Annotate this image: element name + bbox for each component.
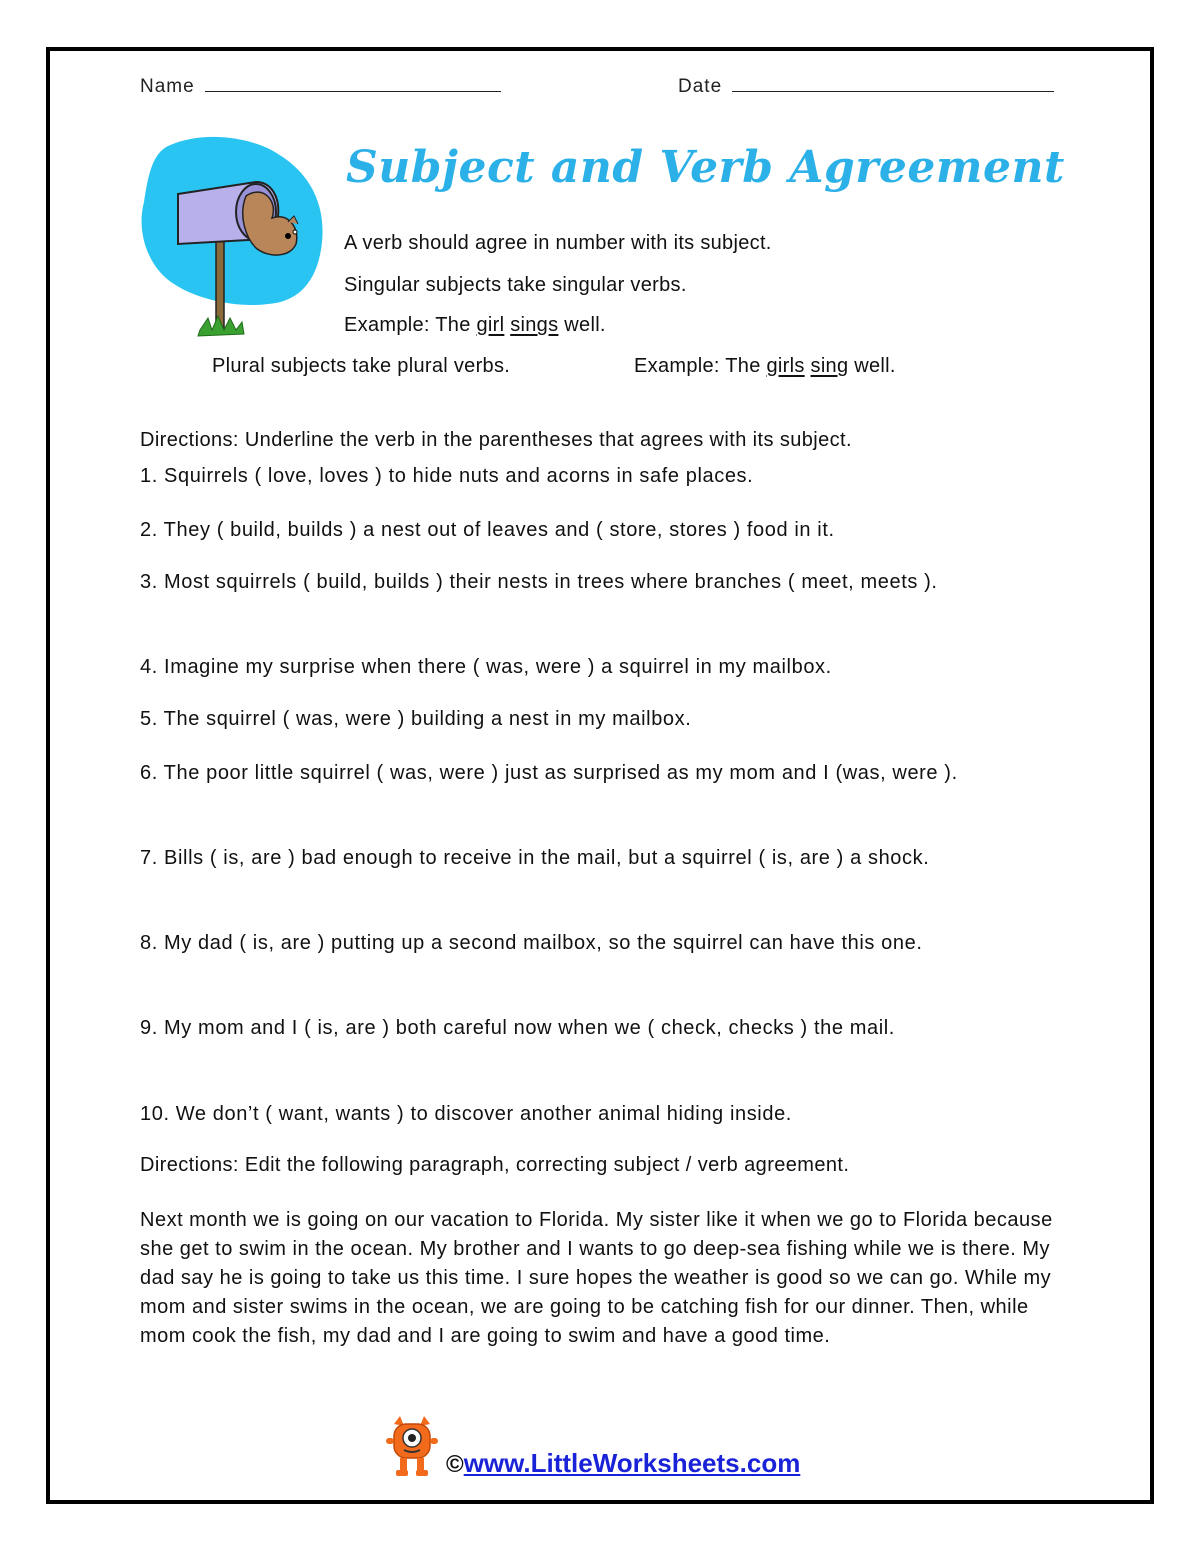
example-suffix: well.: [558, 314, 606, 336]
question-item: 1. Squirrels ( love, loves ) to hide nuts and acorns in safe places.: [140, 465, 754, 487]
website-link[interactable]: www.LittleWorksheets.com: [463, 1448, 801, 1478]
example-suffix: well.: [848, 355, 896, 377]
question-item: 7. Bills ( is, are ) bad enough to receive in the mail, but a squirrel ( is, are ) a shock.: [140, 847, 930, 869]
question-item: 2. They ( build, builds ) a nest out of leaves and ( store, stores ) food in it.: [140, 519, 835, 541]
footer-credit: [446, 1448, 800, 1479]
name-label: Name: [140, 76, 195, 97]
question-item: 8. My dad ( is, are ) putting up a second mailbox, so the squirrel can have this one.: [140, 932, 923, 954]
monster-mascot-icon: [384, 1414, 440, 1478]
rule-singular: Singular subjects take singular verbs.: [344, 274, 687, 296]
copyright-symbol: ©: [446, 1451, 464, 1478]
example-prefix: Example: The: [634, 355, 767, 377]
example-prefix: Example: The: [344, 314, 477, 336]
question-item: 3. Most squirrels ( build, builds ) their nests in trees where branches ( meet, meets ).: [140, 571, 938, 593]
name-line: [205, 90, 501, 92]
question-item: 4. Imagine my surprise when there ( was, were ) a squirrel in my mailbox.: [140, 656, 832, 678]
question-item: 10. We don’t ( want, wants ) to discover another animal hiding inside.: [140, 1103, 792, 1125]
example-verb: sings: [510, 314, 559, 336]
directions-underline: Directions: Underline the verb in the parentheses that agrees with its subject.: [140, 429, 852, 451]
date-line: [732, 90, 1054, 92]
question-item: 6. The poor little squirrel ( was, were ) just as surprised as my mom and I (was, were ).: [140, 762, 958, 784]
directions-edit: Directions: Edit the following paragraph, correcting subject / verb agreement.: [140, 1154, 850, 1176]
date-field[interactable]: [678, 76, 1054, 98]
example-singular: [344, 314, 606, 337]
rule-plural: Plural subjects take plural verbs.: [212, 355, 511, 377]
example-verb: sing: [810, 355, 849, 377]
question-item: 9. My mom and I ( is, are ) both careful now when we ( check, checks ) the mail.: [140, 1017, 895, 1039]
rule-agree: A verb should agree in number with its subject.: [344, 232, 772, 254]
mailbox-squirrel-icon: [138, 132, 330, 344]
edit-paragraph: Next month we is going on our vacation to Florida. My sister like it when we go to Florida because she get to swim in the ocean. My brother and I wants to go deep-sea fishing while we is there. My dad say he is going to take us this time. I sure hopes the weather is good so we can go. While my mom and sister swims in the ocean, we are going to be catching fish for our dinner. Then, while mom cook the fish, my dad and I are going to swim and have a good time.: [140, 1209, 1053, 1347]
example-subject: girls: [766, 355, 805, 377]
page-title: Subject and Verb Agreement: [346, 142, 1065, 193]
example-subject: girl: [476, 314, 505, 336]
name-field[interactable]: [140, 76, 501, 98]
example-plural: [634, 355, 896, 378]
date-label: Date: [678, 76, 723, 97]
question-item: 5. The squirrel ( was, were ) building a nest in my mailbox.: [140, 708, 692, 730]
